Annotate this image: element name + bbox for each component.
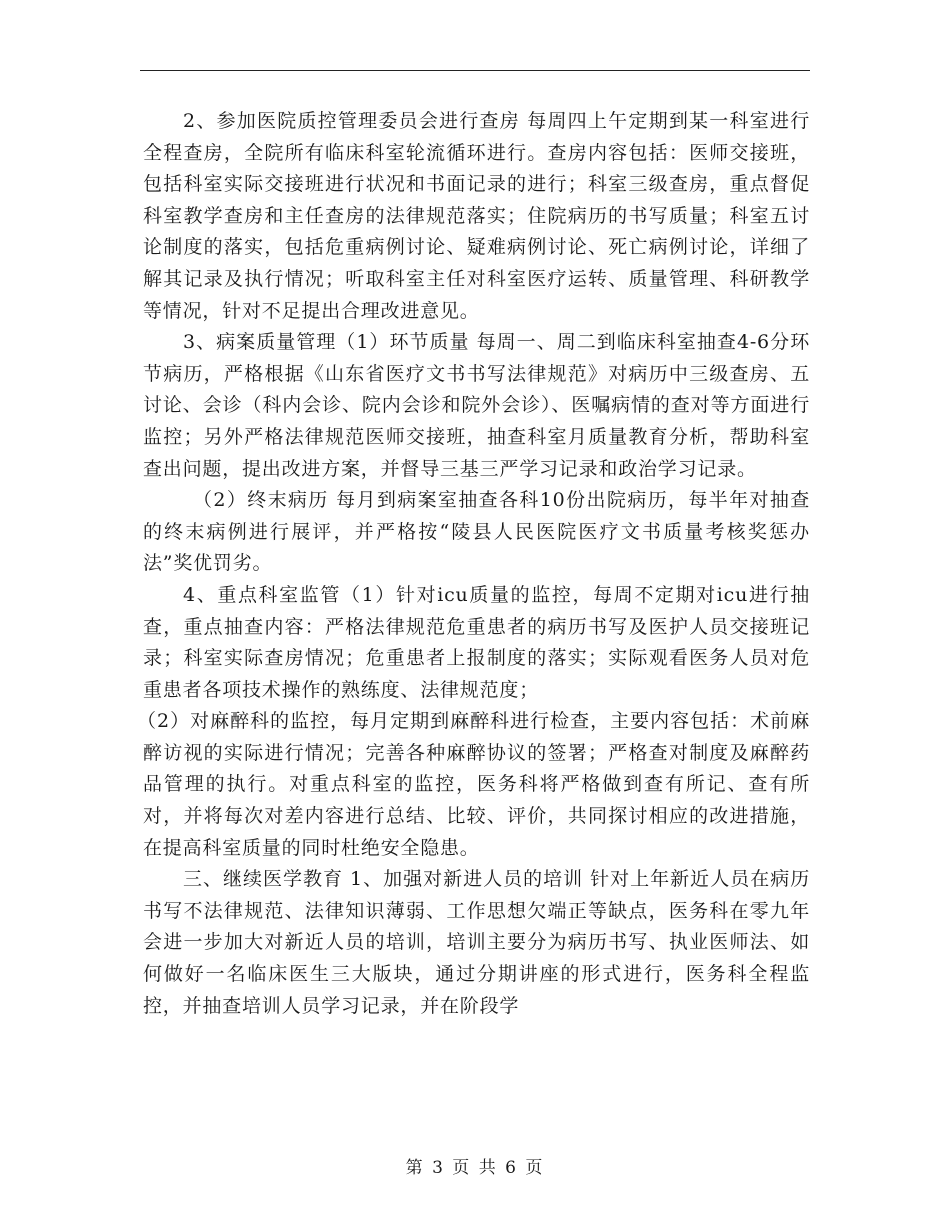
document-body (137, 106, 810, 1022)
paragraph-terminal-records: （2）终末病历 每月到病案室抽查各科10份出院病历，每半年对抽查的终末病例进行展评，并严格按“陵县人民医院医疗文书质量考核奖惩办法”奖优罚劣。 (143, 489, 810, 575)
paragraph-key-departments: 4、重点科室监管（1）针对icu质量的监控，每周不定期对icu进行抽查，重点抽查内容：严格法律规范危重患者的病历书写及医护人员交接班记录；科室实际查房情况；危重患者上报制度的落实；实际观看医务人员对危重患者各项技术操作的熟练度、法律规范度； (143, 583, 810, 701)
paragraph-continuing-education: 三、继续医学教育 1、加强对新进人员的培训 针对上年新近人员在病历书写不法律规范、法律知识薄弱、工作思想欠端正等缺点，医务科在零九年会进一步加大对新近人员的培训，培训主要分为病历书写、执业医师法、如何做好一名临床医生三大版块，通过分期讲座的形式进行，医务科全程监控，并抽查培训人员学习记录，并在阶段学 (143, 868, 810, 1017)
paragraph-anesthesia: （2）对麻醉科的监控，每月定期到麻醉科进行检查，主要内容包括：术前麻醉访视的实际进行情况；完善各种麻醉协议的签署；严格查对制度及麻醉药品管理的执行。对重点科室的监控，医务科将严格做到查有所记、查有所对，并将每次对差内容进行总结、比较、评价，共同探讨相应的改进措施，在提高科室质量的同时杜绝安全隐患。 (137, 710, 810, 859)
header-rule (140, 70, 810, 71)
page-number-footer: 第 3 页 共 6 页 (405, 1158, 545, 1178)
paragraph-case-quality: 3、病案质量管理（1）环节质量 每周一、周二到临床科室抽查4-6分环节病历，严格根据《山东省医疗文书书写法律规范》对病历中三级查房、五讨论、会诊（科内会诊、院内会诊和院外会诊）、医嘱病情的查对等方面进行监控；另外严格法律规范医师交接班，抽查科室月质量教育分析，帮助科室查出问题，提出改进方案，并督导三基三严学习记录和政治学习记录。 (143, 331, 810, 480)
paragraph-inspection-rounds: 2、参加医院质控管理委员会进行查房 每周四上午定期到某一科室进行全程查房，全院所有临床科室轮流循环进行。查房内容包括：医师交接班，包括科室实际交接班进行状况和书面记录的进行；科室三级查房，重点督促科室教学查房和主任查房的法律规范落实；住院病历的书写质量；科室五讨论制度的落实，包括危重病例讨论、疑难病例讨论、死亡病例讨论，详细了解其记录及执行情况；听取科室主任对科室医疗运转、质量管理、科研教学等情况，针对不足提出合理改进意见。 (143, 110, 810, 322)
